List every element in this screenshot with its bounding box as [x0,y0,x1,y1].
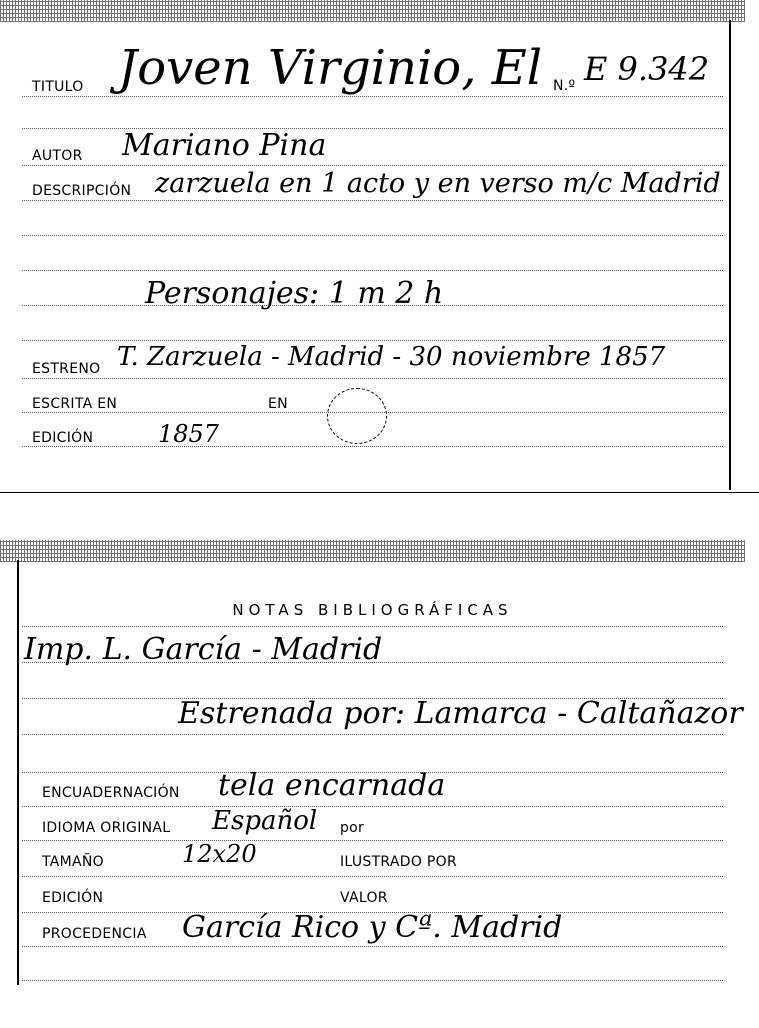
ruled-line [22,806,723,807]
procedencia-label: PROCEDENCIA [42,926,147,942]
ruled-line [22,270,723,271]
card-separator [0,492,759,493]
catalog-card-front [0,0,745,490]
tamano-label: TAMAÑO [42,854,104,870]
titulo-value: Joven Virginio, El [118,40,543,96]
ruled-line [22,340,723,341]
procedencia-value: García Rico y Cª. Madrid [182,910,563,945]
ink-circle-mark [327,388,387,444]
ruled-line [22,200,723,201]
numero-value: E 9.342 [584,50,710,88]
estreno-label: ESTRENO [32,361,101,377]
notas-bibliograficas-title: NOTAS BIBLIOGRÁFICAS [232,601,513,619]
ilustrado-label: ILUSTRADO POR [340,854,457,870]
ruled-line [22,980,723,981]
ruled-line [22,876,723,877]
personajes-value: Personajes: 1 m 2 h [145,276,444,311]
encuadernacion-value: tela encarnada [218,768,446,803]
edicion-label: EDICIÓN [42,890,104,906]
autor-value: Mariano Pina [122,128,327,163]
titulo-label: TITULO [32,79,84,95]
ruled-line [22,446,723,447]
ruled-line [22,946,723,947]
por-label: por [340,820,365,836]
idioma-value: Español [212,806,318,836]
card-edge-texture [0,540,745,562]
tamano-value: 12x20 [182,840,257,868]
ruled-line [22,626,723,627]
ruled-line [22,96,723,97]
escrita-en-label: ESCRITA EN [32,396,118,412]
note-line-2: Estrenada por: Lamarca - Caltañazor [178,696,743,731]
ruled-line [22,840,723,841]
descripcion-value: zarzuela en 1 acto y en verso m/c Madrid [155,168,721,199]
ruled-line [22,235,723,236]
numero-label: N.º [553,78,576,94]
edicion-label: EDICIÓN [32,430,94,446]
card-border-right [729,20,731,490]
card-border-left [17,560,19,985]
autor-label: AUTOR [32,148,83,164]
card-edge-texture [0,0,745,22]
estreno-value: T. Zarzuela - Madrid - 30 noviembre 1857 [117,342,666,372]
descripcion-label: DESCRIPCIÓN [32,183,132,199]
en-label: EN [268,396,288,412]
encuadernacion-label: ENCUADERNACIÓN [42,785,180,801]
catalog-card-back [0,540,745,985]
idioma-label: IDIOMA ORIGINAL [42,820,171,836]
valor-label: VALOR [340,890,388,906]
ruled-line [22,165,723,166]
note-line-1: Imp. L. García - Madrid [24,632,383,667]
ruled-line [22,378,723,379]
edicion-value: 1857 [158,420,220,448]
ruled-line [22,734,723,735]
